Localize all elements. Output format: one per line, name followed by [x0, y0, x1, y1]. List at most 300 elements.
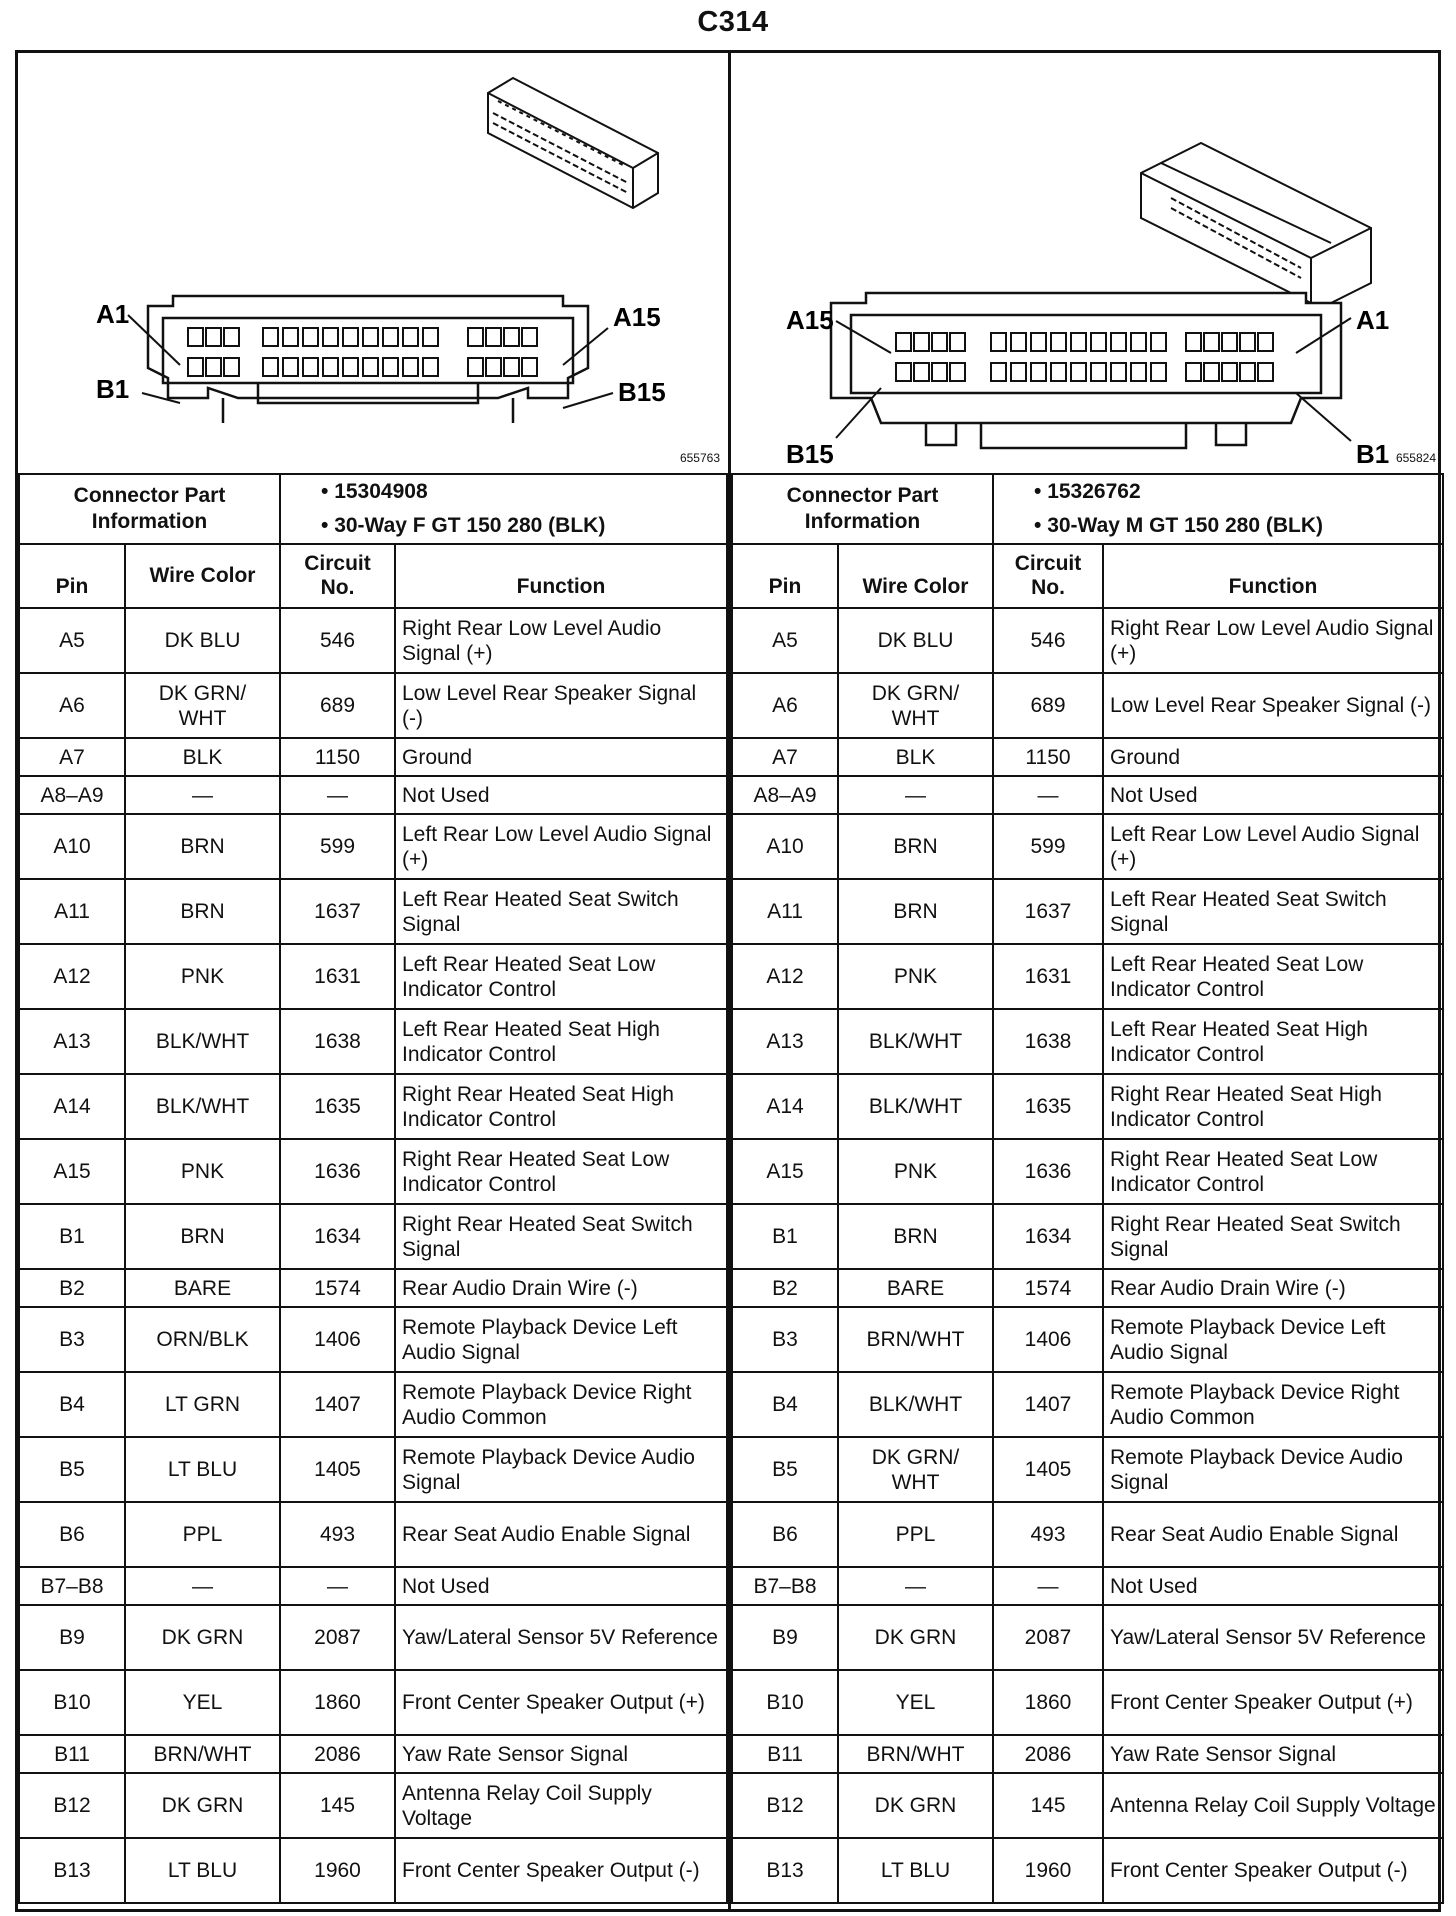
circuit-cell: 1638	[280, 1009, 395, 1074]
pin-cavity	[522, 328, 537, 346]
pin-cavity	[1111, 333, 1126, 351]
pin-cavity	[1131, 333, 1146, 351]
connector-info-label: Connector Part Information	[19, 474, 280, 544]
header-circuit: Circuit No.	[993, 544, 1103, 608]
pin-cavity	[283, 328, 298, 346]
wire-color-cell: BRN	[838, 1204, 993, 1269]
pin-cell: B7–B8	[19, 1567, 125, 1605]
table-row	[19, 1074, 727, 1139]
figure-number: 655763	[679, 451, 720, 465]
table-row	[19, 1670, 727, 1735]
pin-cell: B4	[19, 1372, 125, 1437]
function-cell: Left Rear Heated Seat High Indicator Control	[395, 1009, 727, 1074]
function-cell: Yaw Rate Sensor Signal	[1103, 1735, 1443, 1773]
wire-color-cell: YEL	[838, 1670, 993, 1735]
table-row	[19, 1838, 727, 1903]
circuit-cell: 1860	[993, 1670, 1103, 1735]
table-row	[732, 1074, 1443, 1139]
pin-cavity	[423, 358, 438, 376]
function-cell: Right Rear Heated Seat High Indicator Control	[395, 1074, 727, 1139]
table-row	[19, 1307, 727, 1372]
connector-info-values: • 15304908 • 30-Way F GT 150 280 (BLK)	[280, 474, 727, 544]
pin-cavity	[1222, 363, 1237, 381]
pin-cell: B9	[19, 1605, 125, 1670]
pin-cavity	[188, 328, 203, 346]
pin-cavity	[1051, 333, 1066, 351]
circuit-cell: 546	[993, 608, 1103, 673]
wire-color-cell: ORN/BLK	[125, 1307, 280, 1372]
pin-cell: B2	[19, 1269, 125, 1307]
pin-cell: B3	[19, 1307, 125, 1372]
circuit-cell: 1405	[993, 1437, 1103, 1502]
circuit-cell: 1405	[280, 1437, 395, 1502]
function-cell: Not Used	[1103, 1567, 1443, 1605]
pin-cell: A15	[19, 1139, 125, 1204]
part-number: 15326762	[1047, 480, 1141, 503]
pin-cavity	[403, 358, 418, 376]
pin-cell: B6	[732, 1502, 838, 1567]
circuit-cell: —	[280, 776, 395, 814]
wire-color-cell: BARE	[125, 1269, 280, 1307]
wire-color-cell: DK GRN	[838, 1773, 993, 1838]
pin-cavity	[896, 333, 911, 351]
pin-cell: A6	[732, 673, 838, 738]
pin-cell: B11	[19, 1735, 125, 1773]
table-row	[19, 1139, 727, 1204]
connector-info-table	[18, 473, 728, 545]
connector-info-values: • 15326762 • 30-Way M GT 150 280 (BLK)	[993, 474, 1443, 544]
pin-cavity	[363, 328, 378, 346]
circuit-cell: 1631	[993, 944, 1103, 1009]
circuit-cell: 1406	[993, 1307, 1103, 1372]
circuit-cell: 1150	[280, 738, 395, 776]
pin-cavity	[206, 328, 221, 346]
pin-cell: B7–B8	[732, 1567, 838, 1605]
function-cell: Remote Playback Device Left Audio Signal	[395, 1307, 727, 1372]
callout-b1: B1	[1356, 439, 1390, 469]
pin-cavity	[1011, 333, 1026, 351]
pin-cell: A7	[732, 738, 838, 776]
circuit-cell: —	[280, 1567, 395, 1605]
table-row	[19, 814, 727, 879]
pin-cavity	[224, 358, 239, 376]
pin-cavity	[486, 328, 501, 346]
wire-color-cell: LT BLU	[125, 1437, 280, 1502]
table-row	[732, 608, 1443, 673]
table-row	[732, 738, 1443, 776]
circuit-cell: 1860	[280, 1670, 395, 1735]
table-row	[732, 1838, 1443, 1903]
table-row	[732, 1502, 1443, 1567]
circuit-cell: 1150	[993, 738, 1103, 776]
pin-cell: A14	[19, 1074, 125, 1139]
pin-cavity	[1204, 363, 1219, 381]
wire-color-cell: DK GRN	[125, 1773, 280, 1838]
wire-color-cell: BARE	[838, 1269, 993, 1307]
pin-cavity	[1151, 363, 1166, 381]
pin-cavity	[343, 358, 358, 376]
pin-cavity	[1131, 363, 1146, 381]
pin-cavity	[914, 333, 929, 351]
function-cell: Low Level Rear Speaker Signal (-)	[1103, 673, 1443, 738]
table-row	[19, 738, 727, 776]
pin-cell: B4	[732, 1372, 838, 1437]
circuit-cell: 1634	[280, 1204, 395, 1269]
table-row	[19, 1009, 727, 1074]
function-cell: Left Rear Heated Seat Switch Signal	[395, 879, 727, 944]
pin-table	[731, 543, 1444, 1904]
pin-cavity	[1071, 363, 1086, 381]
table-row	[19, 1372, 727, 1437]
pin-cavity	[914, 363, 929, 381]
wire-color-cell: LT BLU	[838, 1838, 993, 1903]
pin-cavity	[1222, 333, 1237, 351]
circuit-cell: 1637	[280, 879, 395, 944]
wire-color-cell: BLK/WHT	[125, 1009, 280, 1074]
circuit-cell: 1634	[993, 1204, 1103, 1269]
pin-cell: A13	[19, 1009, 125, 1074]
function-cell: Right Rear Heated Seat Low Indicator Control	[1103, 1139, 1443, 1204]
wire-color-cell: DK BLU	[125, 608, 280, 673]
table-row	[19, 944, 727, 1009]
function-cell: Remote Playback Device Right Audio Common	[395, 1372, 727, 1437]
pin-cavity	[932, 333, 947, 351]
pin-cell: A11	[19, 879, 125, 944]
header-wire-color: Wire Color	[125, 544, 280, 608]
pin-cell: B12	[732, 1773, 838, 1838]
circuit-cell: 1960	[993, 1838, 1103, 1903]
pin-cell: B1	[732, 1204, 838, 1269]
pin-cavity	[896, 363, 911, 381]
function-cell: Ground	[395, 738, 727, 776]
pin-cavity	[1031, 363, 1046, 381]
pin-cavity	[504, 358, 519, 376]
table-row	[732, 1605, 1443, 1670]
male-connector-drawing	[731, 53, 1441, 473]
header-circuit: Circuit No.	[280, 544, 395, 608]
function-cell: Antenna Relay Coil Supply Voltage	[1103, 1773, 1443, 1838]
wire-color-cell: BLK/WHT	[838, 1009, 993, 1074]
circuit-cell: 1407	[993, 1372, 1103, 1437]
connector-iso-view	[1141, 143, 1371, 308]
table-row	[19, 1502, 727, 1567]
callout-a1: A1	[1356, 305, 1390, 335]
connector-info-table	[731, 473, 1444, 545]
function-cell: Rear Seat Audio Enable Signal	[1103, 1502, 1443, 1567]
pin-cell: A11	[732, 879, 838, 944]
function-cell: Yaw Rate Sensor Signal	[395, 1735, 727, 1773]
function-cell: Right Rear Heated Seat Low Indicator Control	[395, 1139, 727, 1204]
wire-color-cell: DK GRN	[838, 1605, 993, 1670]
function-cell: Left Rear Heated Seat Low Indicator Control	[1103, 944, 1443, 1009]
table-row	[19, 608, 727, 673]
wire-color-cell: LT BLU	[125, 1838, 280, 1903]
pin-cell: A6	[19, 673, 125, 738]
table-row	[732, 944, 1443, 1009]
function-cell: Front Center Speaker Output (-)	[1103, 1838, 1443, 1903]
pin-cell: A5	[19, 608, 125, 673]
pin-cavity	[950, 363, 965, 381]
connector-iso-view	[488, 78, 658, 208]
function-cell: Remote Playback Device Audio Signal	[1103, 1437, 1443, 1502]
table-row	[732, 1670, 1443, 1735]
pin-cell: A10	[732, 814, 838, 879]
callout-a15: A15	[613, 302, 661, 332]
pin-cell: A8–A9	[19, 776, 125, 814]
callout-a1: A1	[96, 299, 130, 329]
wire-color-cell: BLK/WHT	[838, 1074, 993, 1139]
pin-cavity	[383, 328, 398, 346]
pin-cavity	[1204, 333, 1219, 351]
table-row	[19, 879, 727, 944]
pin-cavity	[468, 358, 483, 376]
pin-cavity	[283, 358, 298, 376]
function-cell: Left Rear Low Level Audio Signal (+)	[395, 814, 727, 879]
male-connector-panel	[731, 53, 1444, 1909]
circuit-cell: 493	[280, 1502, 395, 1567]
wire-color-cell: BLK	[838, 738, 993, 776]
function-cell: Left Rear Heated Seat Low Indicator Control	[395, 944, 727, 1009]
pin-cell: B1	[19, 1204, 125, 1269]
pin-cavity	[1258, 363, 1273, 381]
wire-color-cell: LT GRN	[125, 1372, 280, 1437]
circuit-cell: 1574	[993, 1269, 1103, 1307]
pin-cavity	[263, 328, 278, 346]
pin-cavity	[1186, 333, 1201, 351]
pin-cell: B6	[19, 1502, 125, 1567]
circuit-cell: 2087	[280, 1605, 395, 1670]
pin-table-header	[19, 544, 727, 608]
pin-cavity	[1258, 333, 1273, 351]
function-cell: Low Level Rear Speaker Signal (-)	[395, 673, 727, 738]
pin-cavity	[950, 333, 965, 351]
pin-cell: B10	[19, 1670, 125, 1735]
function-cell: Left Rear Heated Seat Switch Signal	[1103, 879, 1443, 944]
pin-cavity	[1011, 363, 1026, 381]
pin-cell: B5	[19, 1437, 125, 1502]
pin-cell: B9	[732, 1605, 838, 1670]
circuit-cell: 145	[280, 1773, 395, 1838]
circuit-cell: 1407	[280, 1372, 395, 1437]
table-row	[732, 1372, 1443, 1437]
pin-cell: A13	[732, 1009, 838, 1074]
pin-cell: A5	[732, 608, 838, 673]
male-connector-diagram	[731, 53, 1444, 473]
pin-cavity	[522, 358, 537, 376]
table-row	[732, 1139, 1443, 1204]
pin-cavity	[423, 328, 438, 346]
wire-color-cell: BLK	[125, 738, 280, 776]
table-row	[732, 1437, 1443, 1502]
table-row	[19, 673, 727, 738]
function-cell: Yaw/Lateral Sensor 5V Reference	[395, 1605, 727, 1670]
wire-color-cell: PNK	[838, 1139, 993, 1204]
pin-table-header	[732, 544, 1443, 608]
pin-cavity	[363, 358, 378, 376]
female-connector-drawing	[18, 53, 728, 473]
pin-cavity	[188, 358, 203, 376]
function-cell: Ground	[1103, 738, 1443, 776]
table-row	[732, 1307, 1443, 1372]
circuit-cell: 599	[280, 814, 395, 879]
table-row	[732, 673, 1443, 738]
circuit-cell: 1638	[993, 1009, 1103, 1074]
circuit-cell: 2086	[280, 1735, 395, 1773]
circuit-cell: 1631	[280, 944, 395, 1009]
callout-a15: A15	[786, 305, 834, 335]
function-cell: Remote Playback Device Left Audio Signal	[1103, 1307, 1443, 1372]
pin-cell: A12	[19, 944, 125, 1009]
wire-color-cell: BRN	[838, 814, 993, 879]
function-cell: Right Rear Low Level Audio Signal (+)	[395, 608, 727, 673]
pin-cell: B5	[732, 1437, 838, 1502]
pin-cavity	[224, 328, 239, 346]
table-row	[19, 1269, 727, 1307]
table-row	[19, 1567, 727, 1605]
table-row	[19, 1204, 727, 1269]
function-cell: Right Rear Heated Seat Switch Signal	[395, 1204, 727, 1269]
circuit-cell: 546	[280, 608, 395, 673]
function-cell: Not Used	[395, 1567, 727, 1605]
connector-info-label: Connector Part Information	[732, 474, 993, 544]
function-cell: Front Center Speaker Output (-)	[395, 1838, 727, 1903]
pin-cell: B12	[19, 1773, 125, 1838]
pin-cavity	[468, 328, 483, 346]
pin-cavity	[1071, 333, 1086, 351]
circuit-cell: 1635	[993, 1074, 1103, 1139]
figure-number: 655824	[1395, 451, 1436, 465]
table-row	[19, 1437, 727, 1502]
circuit-cell: 1636	[993, 1139, 1103, 1204]
table-row	[732, 1567, 1443, 1605]
pin-cavity	[323, 358, 338, 376]
function-cell: Right Rear Heated Seat Switch Signal	[1103, 1204, 1443, 1269]
pin-cavity	[1091, 363, 1106, 381]
circuit-cell: 1637	[993, 879, 1103, 944]
pin-cell: A12	[732, 944, 838, 1009]
table-row	[732, 1735, 1443, 1773]
connector-description: 30-Way M GT 150 280 (BLK)	[1047, 514, 1323, 537]
function-cell: Remote Playback Device Right Audio Common	[1103, 1372, 1443, 1437]
part-number: 15304908	[334, 480, 428, 503]
pin-cavity	[206, 358, 221, 376]
pin-cavity	[932, 363, 947, 381]
pin-cavity	[1091, 333, 1106, 351]
circuit-cell: 599	[993, 814, 1103, 879]
table-row	[19, 1773, 727, 1838]
function-cell: Rear Seat Audio Enable Signal	[395, 1502, 727, 1567]
circuit-cell: 1960	[280, 1838, 395, 1903]
header-function: Function	[395, 544, 727, 608]
circuit-cell: 2087	[993, 1605, 1103, 1670]
table-row	[732, 776, 1443, 814]
wire-color-cell: BRN	[125, 814, 280, 879]
wire-color-cell: PNK	[838, 944, 993, 1009]
pin-cavity	[303, 328, 318, 346]
function-cell: Left Rear Heated Seat High Indicator Control	[1103, 1009, 1443, 1074]
wire-color-cell: BRN	[838, 879, 993, 944]
circuit-cell: 145	[993, 1773, 1103, 1838]
pin-cell: A8–A9	[732, 776, 838, 814]
table-row	[19, 1735, 727, 1773]
wire-color-cell: PPL	[125, 1502, 280, 1567]
function-cell: Right Rear Heated Seat High Indicator Control	[1103, 1074, 1443, 1139]
function-cell: Remote Playback Device Audio Signal	[395, 1437, 727, 1502]
table-row	[732, 1009, 1443, 1074]
circuit-cell: 2086	[993, 1735, 1103, 1773]
female-connector-diagram	[18, 53, 728, 473]
wire-color-cell: DK BLU	[838, 608, 993, 673]
wire-color-cell: DK GRN/ WHT	[838, 673, 993, 738]
wire-color-cell: DK GRN/ WHT	[838, 1437, 993, 1502]
wire-color-cell: —	[838, 1567, 993, 1605]
pin-cavity	[403, 328, 418, 346]
pin-cell: B3	[732, 1307, 838, 1372]
table-row	[732, 1269, 1443, 1307]
pin-cell: B2	[732, 1269, 838, 1307]
circuit-cell: 689	[280, 673, 395, 738]
wire-color-cell: DK GRN/ WHT	[125, 673, 280, 738]
pin-cavity	[486, 358, 501, 376]
circuit-cell: 1636	[280, 1139, 395, 1204]
wire-color-cell: PPL	[838, 1502, 993, 1567]
wire-color-cell: —	[125, 1567, 280, 1605]
connector-sheet	[15, 50, 1441, 1912]
pin-cavity	[343, 328, 358, 346]
table-row	[732, 879, 1443, 944]
table-row	[732, 814, 1443, 879]
pin-cell: A7	[19, 738, 125, 776]
pin-cavity	[1031, 333, 1046, 351]
pin-cell: B11	[732, 1735, 838, 1773]
header-function: Function	[1103, 544, 1443, 608]
circuit-cell: 1574	[280, 1269, 395, 1307]
wire-color-cell: BRN/WHT	[838, 1735, 993, 1773]
wire-color-cell: PNK	[125, 944, 280, 1009]
wire-color-cell: BLK/WHT	[838, 1372, 993, 1437]
pin-cavity	[323, 328, 338, 346]
pin-cavity	[1240, 363, 1255, 381]
pin-cell: A15	[732, 1139, 838, 1204]
pin-cell: A10	[19, 814, 125, 879]
circuit-cell: 493	[993, 1502, 1103, 1567]
callout-b15: B15	[786, 439, 834, 469]
pin-cell: B10	[732, 1670, 838, 1735]
function-cell: Front Center Speaker Output (+)	[1103, 1670, 1443, 1735]
page-title: C314	[697, 6, 769, 38]
connector-description: 30-Way F GT 150 280 (BLK)	[334, 514, 606, 537]
function-cell: Rear Audio Drain Wire (-)	[1103, 1269, 1443, 1307]
pin-cavity	[504, 328, 519, 346]
wire-color-cell: BRN/WHT	[838, 1307, 993, 1372]
female-connector-panel	[18, 53, 731, 1909]
pin-cell: B13	[732, 1838, 838, 1903]
table-row	[732, 1773, 1443, 1838]
pin-cavity	[1186, 363, 1201, 381]
wire-color-cell: BRN	[125, 879, 280, 944]
table-row	[732, 1204, 1443, 1269]
circuit-cell: —	[993, 776, 1103, 814]
wire-color-cell: DK GRN	[125, 1605, 280, 1670]
pin-cavity	[303, 358, 318, 376]
header-pin: Pin	[732, 544, 838, 608]
wire-color-cell: BLK/WHT	[125, 1074, 280, 1139]
wire-color-cell: BRN	[125, 1204, 280, 1269]
function-cell: Front Center Speaker Output (+)	[395, 1670, 727, 1735]
wire-color-cell: —	[125, 776, 280, 814]
wire-color-cell: PNK	[125, 1139, 280, 1204]
callout-b1: B1	[96, 374, 130, 404]
